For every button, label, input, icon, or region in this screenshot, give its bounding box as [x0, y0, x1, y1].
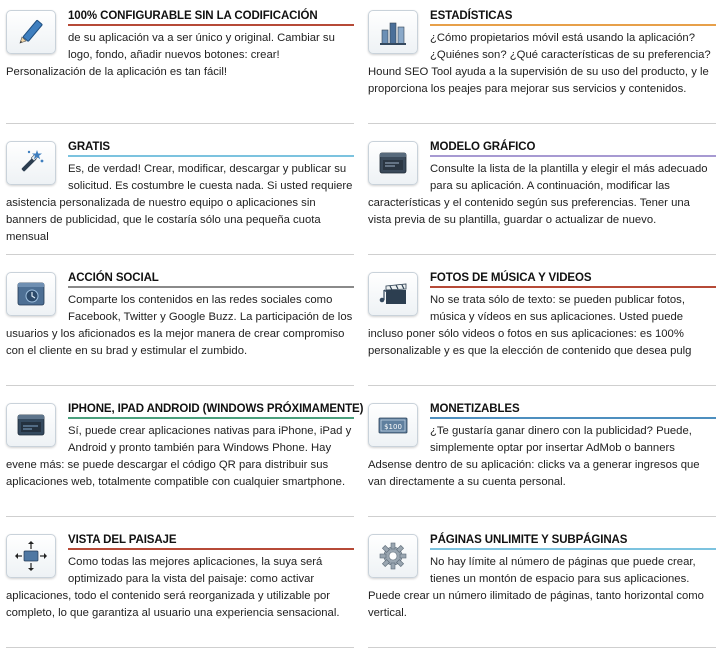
title-rule — [68, 417, 354, 419]
feature-text: No se trata sólo de texto: se pueden publicar fotos, música y vídeos en sus aplicaciones. Usted puede incluso poner sólo videos o fotos en sus aplicaciones: es 100% personalizable y es que la elección de contenido que desea pulg — [368, 294, 692, 357]
feature-media — [368, 266, 716, 397]
feature-text: ¿Cómo propietarios móvil está usando la aplicación? ¿Quiénes son? ¿Qué características de su preferencia? Hound SEO Tool ayuda a la supervisión de su uso del producto, y le proporciona los peajes para mejorar sus servicios y contenidos. — [368, 32, 711, 95]
feature-graphic-model — [368, 135, 716, 266]
social-window-icon — [6, 272, 56, 316]
gear-icon — [368, 534, 418, 578]
feature-monetizable — [368, 397, 716, 528]
landscape-arrows-icon — [6, 534, 56, 578]
row-separator — [6, 647, 354, 648]
feature-text: No hay límite al número de páginas que puede crear, tienes un montón de espacio para sus aplicaciones. Puede crear un número ilimitado de páginas, tanto horizontal como vertical. — [368, 556, 704, 619]
devices-window-icon — [6, 403, 56, 447]
title-rule — [430, 286, 716, 288]
template-window-icon — [368, 141, 418, 185]
title-rule — [430, 155, 716, 157]
feature-text: Comparte los contenidos en las redes sociales como Facebook, Twitter y Google Buzz. La participación de los usuarios y los aficionados es la mejor manera de crear compromiso con el cliente en su brad y estimular el zumbido. — [6, 294, 353, 357]
title-rule — [68, 155, 354, 157]
feature-title: ACCIÓN SOCIAL — [68, 272, 159, 284]
title-rule — [68, 286, 354, 288]
feature-free — [6, 135, 354, 266]
media-clapboard-icon — [368, 272, 418, 316]
feature-text: Consulte la lista de la plantilla y elegir el más adecuado para su aplicación. A continuación, modificar las características y el contenido según sus preferencias. Tener una vista previa de su plantilla, guardar o actualizar de nuevo. — [368, 163, 708, 226]
feature-text: de su aplicación va a ser único y original. Cambiar su logo, fondo, añadir nuevos botones: crear! Personalización de la aplicación es tan fácil! — [6, 32, 335, 78]
statistics-icon — [368, 10, 418, 54]
feature-title: VISTA DEL PAISAJE — [68, 534, 177, 546]
magic-wand-icon — [6, 141, 56, 185]
svg-text:$100: $100 — [384, 423, 402, 431]
row-separator — [6, 123, 354, 124]
feature-title: GRATIS — [68, 141, 110, 153]
feature-text: Sí, puede crear aplicaciones nativas para iPhone, iPad y Android y pronto también para Windows Phone. Hay evene más: se puede descargar el código QR para distribuir sus aplicaciones web, totalmente compatible con cualquier smartphone. — [6, 425, 352, 488]
feature-text: Como todas las mejores aplicaciones, la suya será optimizado para la vista del paisaje: como activar aplicaciones, todo el contenido será reorganizada y utilizable por completo, lo que garantiza al usuario una experiencia sensacional. — [6, 556, 340, 619]
feature-configurable — [6, 4, 354, 135]
feature-title: MODELO GRÁFICO — [430, 141, 536, 153]
row-separator — [368, 254, 716, 255]
title-rule — [430, 548, 716, 550]
feature-statistics — [368, 4, 716, 135]
money-bill-icon — [368, 403, 418, 447]
feature-landscape — [6, 528, 354, 659]
feature-unlimited-pages — [368, 528, 716, 659]
feature-title: IPHONE, IPAD ANDROID (WINDOWS PRÓXIMAMENTE) — [68, 403, 364, 415]
row-separator — [368, 647, 716, 648]
feature-text: ¿Te gustaría ganar dinero con la publicidad? Puede, simplemente optar por insertar AdMob o banners Adsense dentro de su aplicación: clicks va a generar ingresos que van directamente a su cuenta personal. — [368, 425, 700, 488]
feature-text: Es, de verdad! Crear, modificar, descargar y publicar su solicitud. Es costumbre le cuesta nada. Si usted requiere asistencia personalizada de nuestro equipo o aplicaciones sin banners de publicidad, que le costaría sólo una pequeña cuota mensual — [6, 163, 353, 243]
title-rule — [430, 417, 716, 419]
row-separator — [368, 516, 716, 517]
title-rule — [68, 24, 354, 26]
feature-title: ESTADÍSTICAS — [430, 10, 513, 22]
title-rule — [68, 548, 354, 550]
row-separator — [6, 254, 354, 255]
feature-title: 100% CONFIGURABLE SIN LA CODIFICACIÓN — [68, 10, 318, 22]
title-rule — [430, 24, 716, 26]
feature-social-action — [6, 266, 354, 397]
feature-platforms — [6, 397, 364, 528]
row-separator — [368, 385, 716, 386]
pencil-icon — [6, 10, 56, 54]
row-separator — [368, 123, 716, 124]
feature-title: FOTOS DE MÚSICA Y VIDEOS — [430, 272, 592, 284]
row-separator — [6, 385, 354, 386]
feature-title: MONETIZABLES — [430, 403, 520, 415]
row-separator — [6, 516, 354, 517]
feature-title: PÁGINAS UNLIMITE Y SUBPÁGINAS — [430, 534, 628, 546]
